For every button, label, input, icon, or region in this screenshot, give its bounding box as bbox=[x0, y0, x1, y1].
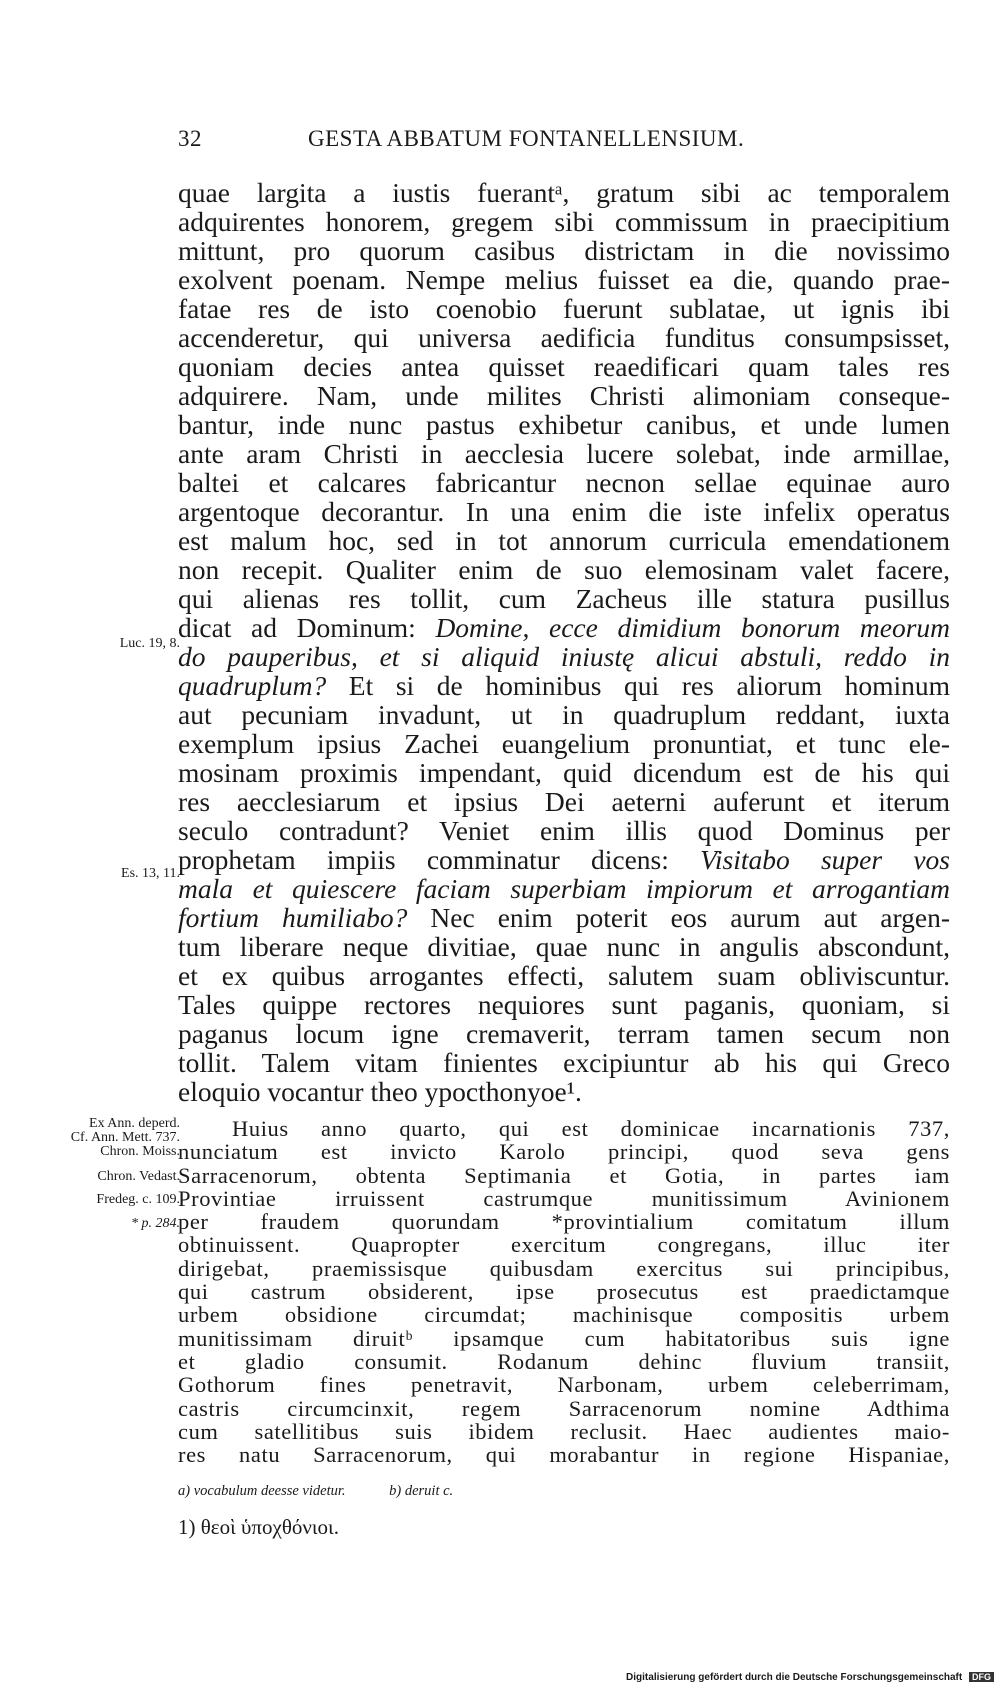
luke-quote: quadruplum? bbox=[178, 670, 327, 701]
text-line: eloquio vocantur theo ypocthonyoe¹. bbox=[178, 1076, 582, 1107]
luke-quote: Domine, ecce dimidium bonorum meorum bbox=[435, 612, 951, 643]
small-text-line: urbem obsidione circumdat; machinisque compositis urbem bbox=[178, 1302, 950, 1328]
small-text-line: castris circumcinxit, regem Sarracenorum nomine Adthima bbox=[178, 1395, 950, 1421]
small-text-line: Huius anno quarto, qui est dominicae incarnationis 737, bbox=[232, 1116, 950, 1141]
text-line: quoniam decies antea quisset reaedificari quam tales res bbox=[178, 351, 950, 382]
isaiah-quote: mala et quiescere faciam superbiam impiorum et arrogantiam bbox=[178, 873, 950, 904]
text-line: argentoque decorantur. In una enim die iste infelix operatus bbox=[178, 496, 950, 527]
text-line: est malum hoc, sed in tot annorum curricula emendationem bbox=[178, 525, 950, 556]
text-line: fatae res de isto coenobio fuerunt sublatae, ut ignis ibi bbox=[178, 293, 950, 324]
isaiah-prefix: prophetam impiis comminatur dicens: bbox=[178, 844, 701, 875]
textual-footnotes bbox=[178, 1483, 493, 1500]
text-line: exemplum ipsius Zachei euangelium pronuntiat, et tunc ele- bbox=[178, 728, 950, 759]
footnote-1: 1) θεοὶ ὑποχθόνιοι. bbox=[178, 1515, 339, 1539]
small-text-line: Sarracenorum, obtenta Septimania et Gotia, in partes iam bbox=[178, 1162, 950, 1188]
small-print-text bbox=[178, 1117, 950, 1466]
small-text-line: Provintiae irruissent castrumque munitissimum Avinionem bbox=[178, 1185, 950, 1211]
running-title: GESTA ABBATUM FONTANELLENSIUM. bbox=[308, 126, 745, 151]
credit-text: Digitalisierung gefördert durch die Deutsche Forschungsgemeinschaft bbox=[626, 1672, 963, 1683]
text-line: baltei et calcares fabricantur necnon sellae equinae auro bbox=[178, 467, 950, 498]
margin-note-ann-deperd: Ex Ann. deperd. bbox=[89, 1116, 180, 1131]
luke-quote: do pauperibus, et si aliquid iniustę alicui abstuli, reddo in bbox=[178, 641, 950, 672]
page-number: 32 bbox=[178, 126, 202, 151]
text-line: ante aram Christi in aecclesia lucere solebat, inde armillae, bbox=[178, 438, 950, 469]
small-text-line: dirigebat, praemissisque quibusdam exercitus sui principibus, bbox=[178, 1255, 950, 1281]
digitization-credit bbox=[626, 1672, 994, 1683]
text-line: seculo contradunt? Veniet enim illis quod Dominus per bbox=[178, 815, 950, 846]
text-line: qui alienas res tollit, cum Zacheus ille statura pusillus bbox=[178, 583, 950, 614]
margin-note-page-ref: * p. 284. bbox=[131, 1216, 180, 1231]
text-line: mittunt, pro quorum casibus districtam in die novissimo bbox=[178, 235, 950, 266]
dfg-logo: DFG bbox=[969, 1672, 994, 1682]
text-line: exolvent poenam. Nempe melius fuisset ea die, quando prae- bbox=[178, 264, 950, 295]
footnote-b: b) deruit c. bbox=[389, 1483, 454, 1499]
text-line: tum liberare neque divitiae, quae nunc in angulis abscondunt, bbox=[178, 931, 950, 962]
luke-line-prefix: dicat ad Dominum: bbox=[178, 612, 436, 643]
small-text-line: Gothorum fines penetravit, Narbonam, urbem celeberrimam, bbox=[178, 1372, 950, 1398]
small-text-line: cum satellitibus suis ibidem reclusit. Haec audientes maio- bbox=[178, 1418, 950, 1444]
text-line bbox=[178, 613, 950, 642]
text-line: bantur, inde nunc pastus exhibetur canibus, et unde lumen bbox=[178, 409, 950, 440]
text-line bbox=[178, 671, 950, 700]
isaiah-after: Nec enim poterit eos aurum aut argen- bbox=[407, 902, 951, 933]
text-line: mosinam proximis impendant, quid dicendum est de his qui bbox=[178, 757, 950, 788]
text-line: Tales quippe rectores nequiores sunt paganis, quoniam, si bbox=[178, 989, 950, 1020]
text-line: accenderetur, qui universa aedificia funditus consumpsisset, bbox=[178, 322, 950, 353]
text-line: tollit. Talem vitam finientes excipiuntur ab his qui Greco bbox=[178, 1047, 950, 1078]
text-line: quae largita a iustis fuerantᵃ, gratum sibi ac temporalem bbox=[178, 177, 950, 208]
margin-note-chron-vedast: Chron. Vedast. bbox=[97, 1169, 180, 1184]
text-line: non recepit. Qualiter enim de suo elemosinam valet facere, bbox=[178, 554, 950, 585]
isaiah-quote: fortium humiliabo? bbox=[178, 902, 408, 933]
margin-note-ann-mett: Cf. Ann. Mett. 737. bbox=[70, 1130, 180, 1145]
text-line bbox=[178, 903, 950, 932]
small-text-line: munitissimam diruitᵇ ipsamque cum habitatoribus suis igne bbox=[178, 1325, 950, 1351]
isaiah-quote: Visitabo super vos bbox=[700, 844, 950, 875]
small-text-line: per fraudem quorundam *provintialium comitatum illum bbox=[178, 1209, 950, 1235]
small-text-line: qui castrum obsiderent, ipse prosecutus est praedictamque bbox=[178, 1279, 950, 1305]
margin-note-luke: Luc. 19, 8. bbox=[119, 636, 180, 651]
text-line: res aecclesiarum et ipsius Dei aeterni auferunt et iterum bbox=[178, 786, 950, 817]
text-line: adquirentes honorem, gregem sibi commissum in praecipitium bbox=[178, 206, 950, 237]
text-line bbox=[178, 642, 950, 671]
text-line: paganus locum igne cremaverit, terram tamen secum non bbox=[178, 1018, 950, 1049]
text-line: aut pecuniam invadunt, ut in quadruplum reddant, iuxta bbox=[178, 699, 950, 730]
main-text bbox=[178, 178, 950, 1106]
small-text-line: et gladio consumit. Rodanum dehinc fluvium transiit, bbox=[178, 1348, 950, 1374]
luke-after: Et si de hominibus qui res aliorum hominum bbox=[326, 670, 950, 701]
margin-note-chron-moiss: Chron. Moiss. bbox=[100, 1144, 180, 1159]
running-header bbox=[178, 126, 950, 160]
text-line: adquirere. Nam, unde milites Christi alimoniam conseque- bbox=[178, 380, 950, 411]
margin-note-fredeg: Fredeg. c. 109. bbox=[96, 1192, 180, 1207]
margin-note-isaiah: Es. 13, 11. bbox=[121, 866, 180, 881]
small-text-line: obtinuissent. Quapropter exercitum congregans, illuc iter bbox=[178, 1232, 950, 1258]
small-text-line: nunciatum est invicto Karolo principi, quod seva gens bbox=[178, 1139, 950, 1165]
footnote-a: a) vocabulum deesse videtur. bbox=[178, 1483, 346, 1499]
text-line: et ex quibus arrogantes effecti, salutem suam obliviscuntur. bbox=[178, 960, 950, 991]
text-line bbox=[178, 874, 950, 903]
small-text-line: res natu Sarracenorum, qui morabantur in regione Hispaniae, bbox=[178, 1442, 950, 1468]
text-line bbox=[178, 845, 950, 874]
